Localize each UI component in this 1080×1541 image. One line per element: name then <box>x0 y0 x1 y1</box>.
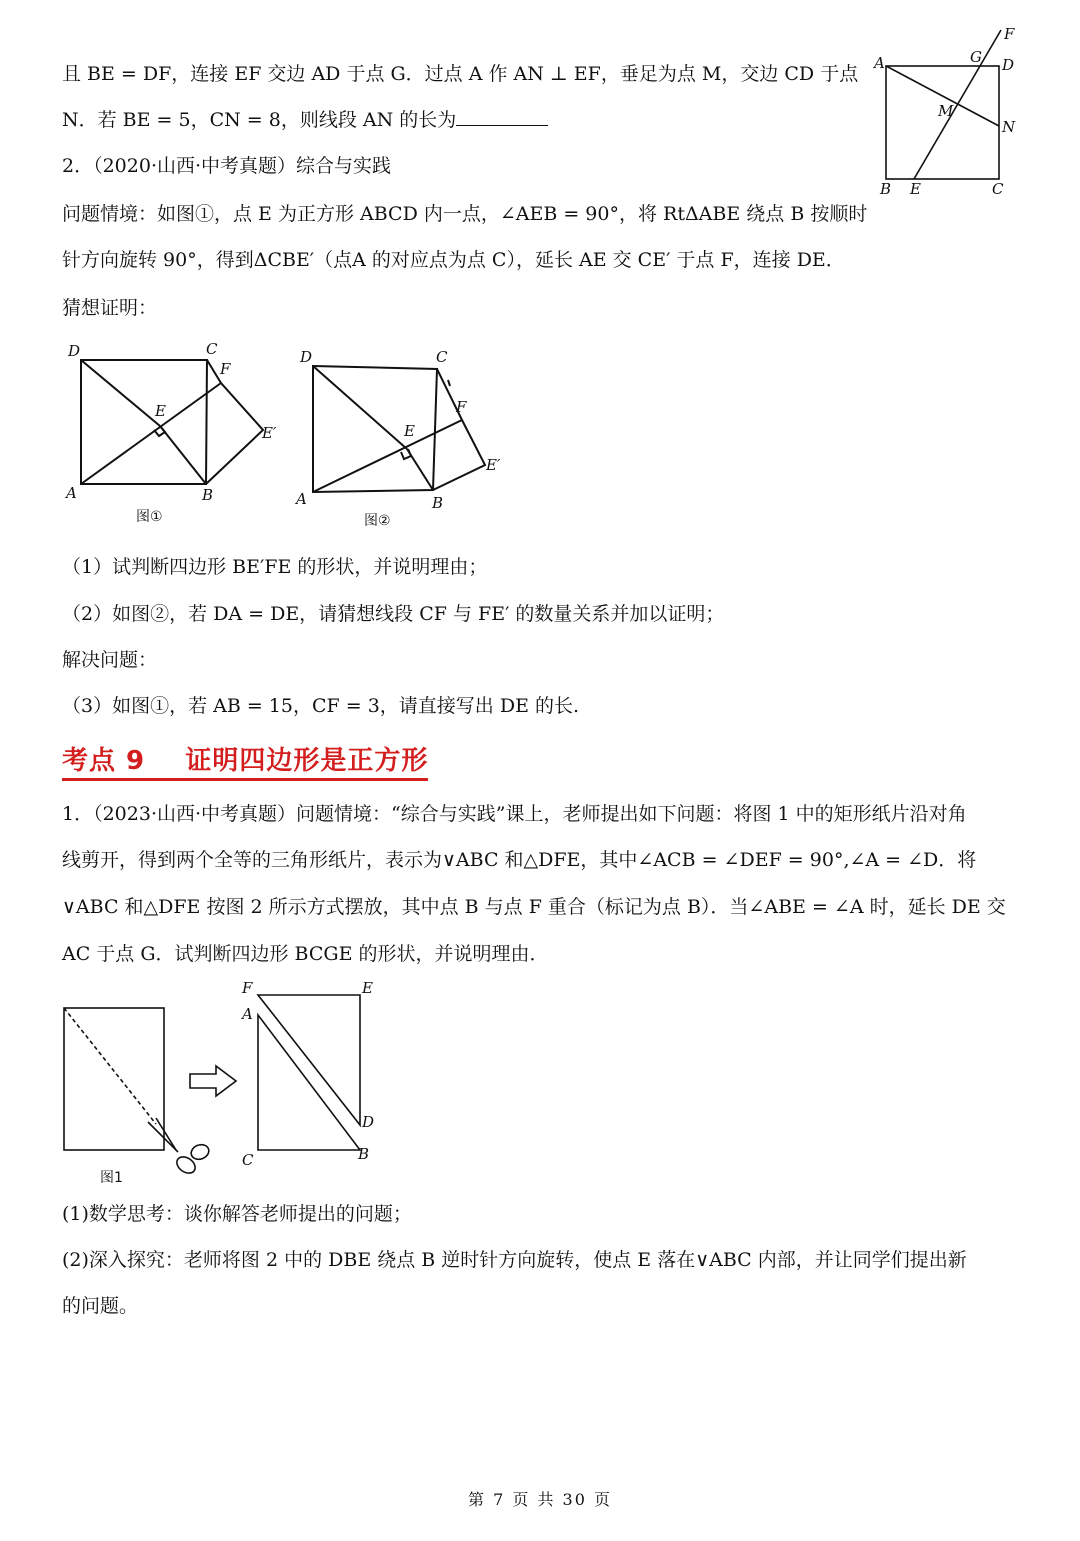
label-G: G <box>970 48 982 66</box>
problem2-title: 2．（2020·山西·中考真题）综合与实践 <box>62 155 392 177</box>
fig1-caption: 图① <box>136 509 163 525</box>
label-A: A <box>874 54 885 72</box>
section-heading: 考点 9 证明四边形是正方形 <box>62 740 428 781</box>
fig2-label-F: F <box>456 398 467 416</box>
fig1-label-E-prime: E′ <box>262 424 277 442</box>
fig1-label-A: A <box>66 484 77 502</box>
label-M: M <box>938 102 954 120</box>
fig2-label-C: C <box>436 348 448 366</box>
fig2-label-B: B <box>432 494 444 512</box>
problem2-situation-2: 针方向旋转 90°，得到ΔCBE′（点A 的对应点为点 C），延长 AE 交 CE′ 于点 F，连接 DE． <box>62 249 845 271</box>
figure-1 <box>60 338 300 533</box>
problem-prev-line2-text: N．若 BE = 5，CN = 8，则线段 AN 的长为 <box>62 109 457 131</box>
problem2-q3: （3）如图①，若 AB = 15，CF = 3，请直接写出 DE 的长. <box>62 695 580 717</box>
figure-square-ANEF <box>870 24 1040 204</box>
fig2-label-E: E <box>404 422 415 440</box>
label-F: F <box>1004 25 1015 43</box>
figure-two-triangles <box>236 975 396 1170</box>
label-C: C <box>992 180 1004 198</box>
fig3-label-F: F <box>242 979 253 997</box>
fig1-label-E: E <box>155 402 166 420</box>
answer-blank[interactable] <box>456 107 548 126</box>
fig2-caption: 图② <box>364 513 391 529</box>
label-B: B <box>880 180 892 198</box>
label-N: N <box>1002 118 1016 136</box>
fig3-label-E: E <box>362 979 373 997</box>
problem-prev-line1: 且 BE = DF，连接 EF 交边 AD 于点 G．过点 A 作 AN ⊥ EF，垂足为点 M，交边 CD 于点 <box>62 63 859 85</box>
label-D: D <box>1002 56 1015 74</box>
fig3-label-B: B <box>358 1145 370 1163</box>
solve-heading: 解决问题： <box>62 649 158 671</box>
problem3-q1: (1)数学思考：谈你解答老师提出的问题； <box>62 1203 412 1225</box>
problem3-q2-line2: 的问题。 <box>62 1295 139 1317</box>
fig3-label-A: A <box>242 1005 253 1023</box>
problem3-line2: 线剪开，得到两个全等的三角形纸片，表示为∨ABC 和△DFE，其中∠ACB = ∠DEF = 90°,∠A = ∠D．将 <box>62 849 977 871</box>
fig2-label-E-prime: E′ <box>486 456 501 474</box>
fig1-label-F: F <box>220 360 231 378</box>
fig3-label-C: C <box>242 1151 254 1169</box>
problem3-q2-line1: (2)深入探究：老师将图 2 中的 DBE 绕点 B 逆时针方向旋转，使点 E 落在∨ABC 内部，并让同学们提出新 <box>62 1249 967 1271</box>
fig1-label-B: B <box>202 486 214 504</box>
problem2-q1: （1）试判断四边形 BE′FE 的形状，并说明理由； <box>62 556 488 578</box>
fig2-label-A: A <box>296 490 307 508</box>
fig2-label-D: D <box>300 348 313 366</box>
fig1-label-D: D <box>68 342 81 360</box>
problem2-situation-1: 问题情境：如图①，点 E 为正方形 ABCD 内一点，∠AEB = 90°，将 RtΔABE 绕点 B 按顺时 <box>62 203 868 225</box>
fig3-label-D: D <box>362 1113 375 1131</box>
figure-2 <box>292 342 522 537</box>
guess-heading: 猜想证明： <box>62 297 158 319</box>
problem-prev-line2 <box>62 106 548 134</box>
fig-rect-caption: 图1 <box>100 1170 123 1186</box>
label-E: E <box>910 180 921 198</box>
problem3-line1: 1．（2023·山西·中考真题）问题情境：“综合与实践”课上，老师提出如下问题：将图 1 中的矩形纸片沿对角 <box>62 803 967 825</box>
arrow-icon <box>188 1064 240 1098</box>
page-number: 第 7 页 共 30 页 <box>468 1490 612 1509</box>
problem2-q2: （2）如图②，若 DA = DE，请猜想线段 CF 与 FE′ 的数量关系并加以证明； <box>62 603 725 625</box>
fig1-label-C: C <box>206 340 218 358</box>
problem3-line4: AC 于点 G．试判断四边形 BCGE 的形状，并说明理由． <box>62 943 549 965</box>
problem3-line3: ∨ABC 和△DFE 按图 2 所示方式摆放，其中点 B 与点 F 重合（标记为点 B）．当∠ABE = ∠A 时，延长 DE 交 <box>62 896 1006 918</box>
